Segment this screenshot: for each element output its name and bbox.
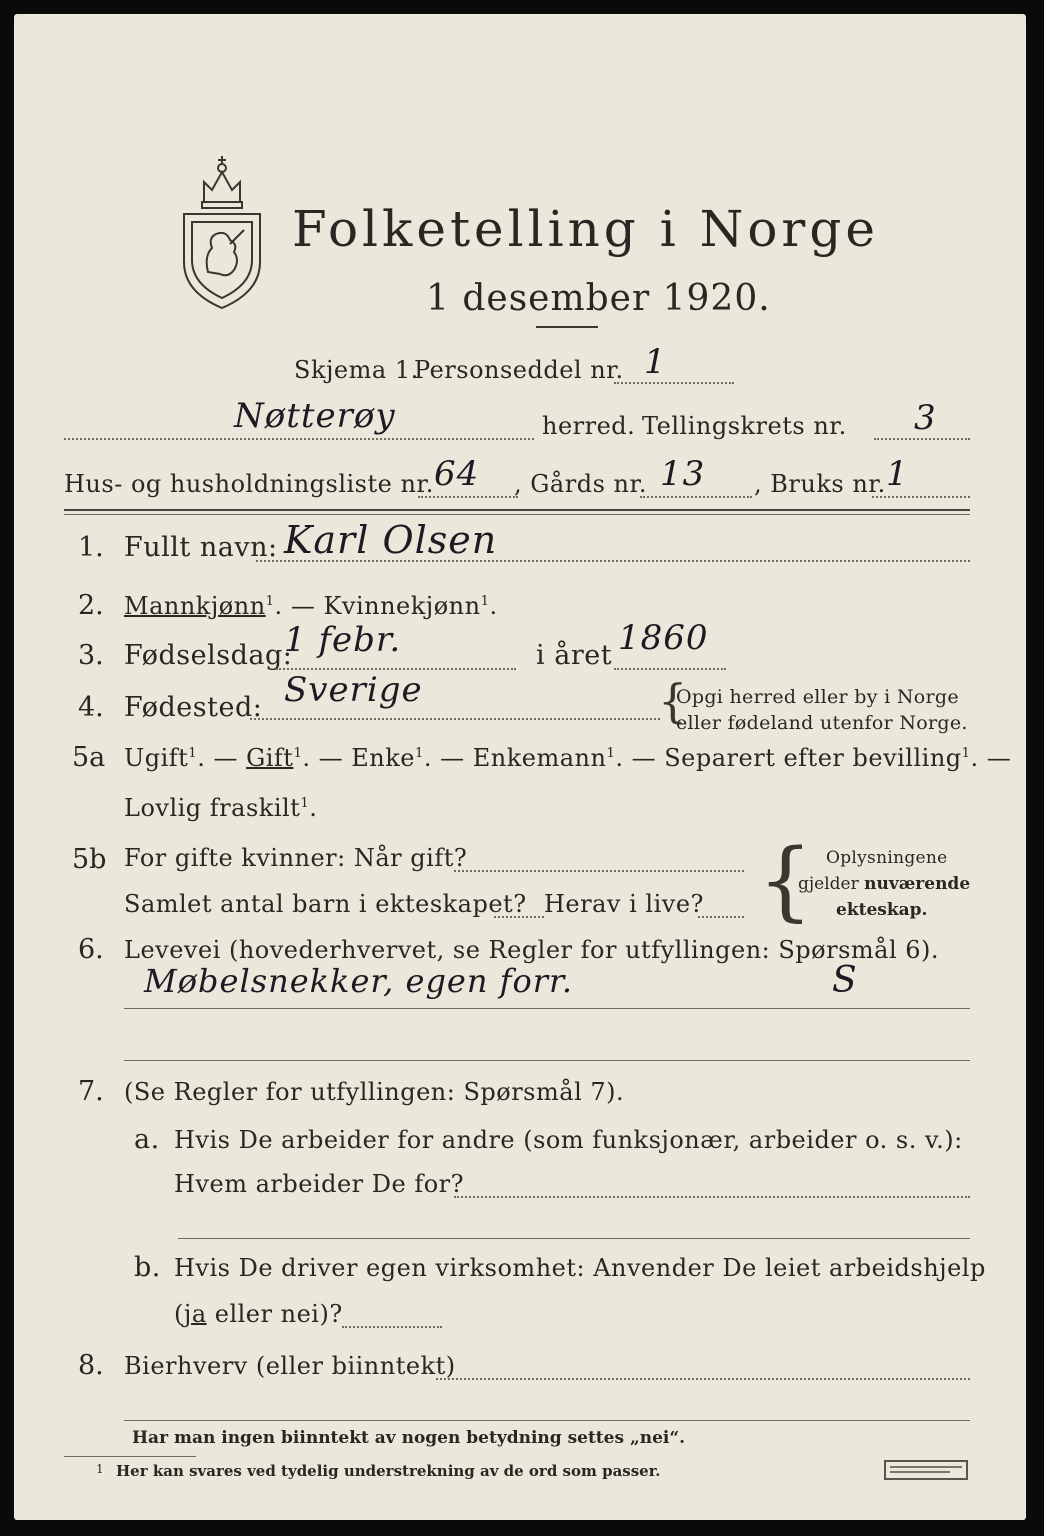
footnote-mark: 1 (96, 1462, 104, 1476)
q4-value[interactable]: Sverige (284, 670, 423, 710)
form-date: 1 desember 1920. (426, 278, 771, 319)
q7a-line-1 (454, 1196, 970, 1198)
q3-label: Fødselsdag: (124, 640, 293, 671)
q6-line-2 (124, 1060, 970, 1061)
q5b-brace: { (758, 831, 813, 931)
q5b-line-1 (454, 870, 744, 872)
tellingskrets-line (874, 438, 970, 440)
q8-line (436, 1378, 970, 1380)
q5b-label-3: Herav i live? (544, 890, 704, 918)
tellingskrets-label: Tellingskrets nr. (642, 412, 847, 440)
q5a-fraskilt[interactable]: Lovlig fraskilt (124, 794, 301, 822)
footnote-text: Her kan svares ved tydelig understrekning av de ord som passer. (116, 1462, 661, 1480)
personseddel-label: Personseddel nr. (414, 356, 624, 384)
herred-line (64, 438, 534, 440)
q2-options: Mannkjønn$^1$. — Kvinnekjønn$^1$. (124, 592, 498, 620)
q4-line (250, 718, 660, 720)
q5b-number: 5b (72, 844, 107, 875)
personseddel-value[interactable]: 1 (644, 342, 667, 382)
q6-line-1 (124, 1008, 970, 1009)
q5a-options: Ugift$^1$. — Gift$^1$. — Enke$^1$. — Enkemann$^1$. — Separert efter bevilling$^1$. — (124, 744, 1012, 772)
form-title: Folketelling i Norge (292, 200, 879, 258)
q8-number: 8. (78, 1350, 104, 1381)
q1-value[interactable]: Karl Olsen (284, 518, 498, 562)
q7-number: 7. (78, 1076, 104, 1107)
q4-brace: { (658, 674, 688, 728)
q3-aar-value[interactable]: 1860 (618, 618, 709, 658)
census-form (14, 14, 1026, 1520)
q5b-line-2 (494, 916, 544, 918)
printer-stamp-icon (884, 1460, 968, 1480)
footer-note: Har man ingen biinntekt av nogen betydning settes „nei“. (132, 1428, 686, 1448)
bruks-line (872, 496, 970, 498)
q7a-question: Hvem arbeider De for? (174, 1170, 465, 1198)
q5a-gift[interactable]: Gift (246, 744, 294, 772)
hus-label: Hus- og husholdningsliste nr. (64, 470, 434, 498)
q3-aar-line (614, 668, 726, 670)
q4-note-1: Opgi herred eller by i Norge (676, 686, 959, 708)
q5b-note-1: Oplysningene (826, 848, 948, 868)
personseddel-line (614, 382, 734, 384)
q6-number: 6. (78, 934, 104, 965)
q8-line-2 (124, 1420, 970, 1421)
bruks-label: , Bruks nr. (754, 470, 886, 498)
q3-value[interactable]: 1 febr. (284, 620, 402, 660)
q5b-label-2: Samlet antal barn i ekteskapet? (124, 890, 527, 918)
tellingskrets-value[interactable]: 3 (914, 398, 937, 438)
q5a-number: 5a (72, 742, 106, 773)
q2-number: 2. (78, 590, 104, 621)
q7-label: (Se Regler for utfyllingen: Spørsmål 7). (124, 1078, 625, 1106)
q5a-separert[interactable]: Separert efter bevilling (664, 744, 962, 772)
header-rule-top (64, 509, 970, 511)
q5b-label-1: For gifte kvinner: Når gift? (124, 844, 468, 872)
hus-value[interactable]: 64 (434, 454, 480, 494)
q2-mannkjonn[interactable]: Mannkjønn (124, 592, 266, 620)
q7b-question: (ja eller nei)? (174, 1300, 343, 1328)
q7a-line-2 (178, 1238, 970, 1239)
hus-line (418, 496, 518, 498)
title-divider (536, 326, 598, 328)
q1-label: Fullt navn: (124, 532, 278, 563)
q5a-fraskilt-row: Lovlig fraskilt$^1$. (124, 794, 318, 822)
q6-label: Levevei (hovederhvervet, se Regler for utfyllingen: Spørsmål 6). (124, 936, 940, 964)
q4-number: 4. (78, 692, 104, 723)
q7a-label: Hvis De arbeider for andre (som funksjonær, arbeider o. s. v.): (174, 1126, 963, 1154)
q5a-enkemann[interactable]: Enkemann (472, 744, 607, 772)
coat-of-arms-icon (174, 152, 270, 312)
q7b-label: Hvis De driver egen virksomhet: Anvender De leiet arbeidshjelp (174, 1254, 986, 1282)
q7b-line (342, 1326, 442, 1328)
bruks-value[interactable]: 1 (886, 454, 909, 494)
q5a-enke[interactable]: Enke (351, 744, 415, 772)
herred-value[interactable]: Nøtterøy (234, 396, 396, 436)
q5b-line-3 (698, 916, 744, 918)
q1-number: 1. (78, 532, 104, 563)
q5b-note-2: gjelder nuværende (798, 874, 971, 894)
gards-value[interactable]: 13 (660, 454, 706, 494)
q7b-number: b. (134, 1252, 161, 1283)
q5a-ugift[interactable]: Ugift (124, 744, 189, 772)
gards-line (640, 496, 752, 498)
q5b-note-3: ekteskap. (836, 900, 928, 920)
q3-aar-label: i året (536, 640, 613, 671)
q8-label: Bierhverv (eller biinntekt) (124, 1352, 456, 1380)
herred-label: herred. (542, 412, 636, 440)
header-rule-bottom (64, 514, 970, 515)
q7a-number: a. (134, 1124, 160, 1155)
q4-label: Fødested: (124, 692, 263, 723)
q2-kvinnekjonn[interactable]: Kvinnekjønn (323, 592, 481, 620)
gards-label: , Gårds nr. (514, 470, 647, 498)
skjema-label: Skjema 1. (294, 356, 419, 384)
q6-mark: S (832, 960, 858, 1001)
q6-value[interactable]: Møbelsnekker, egen forr. (144, 962, 573, 1000)
q7b-ja[interactable]: ja (183, 1300, 207, 1328)
q4-note-2: eller fødeland utenfor Norge. (676, 712, 968, 734)
q3-number: 3. (78, 640, 104, 671)
footnote-divider (64, 1456, 196, 1457)
